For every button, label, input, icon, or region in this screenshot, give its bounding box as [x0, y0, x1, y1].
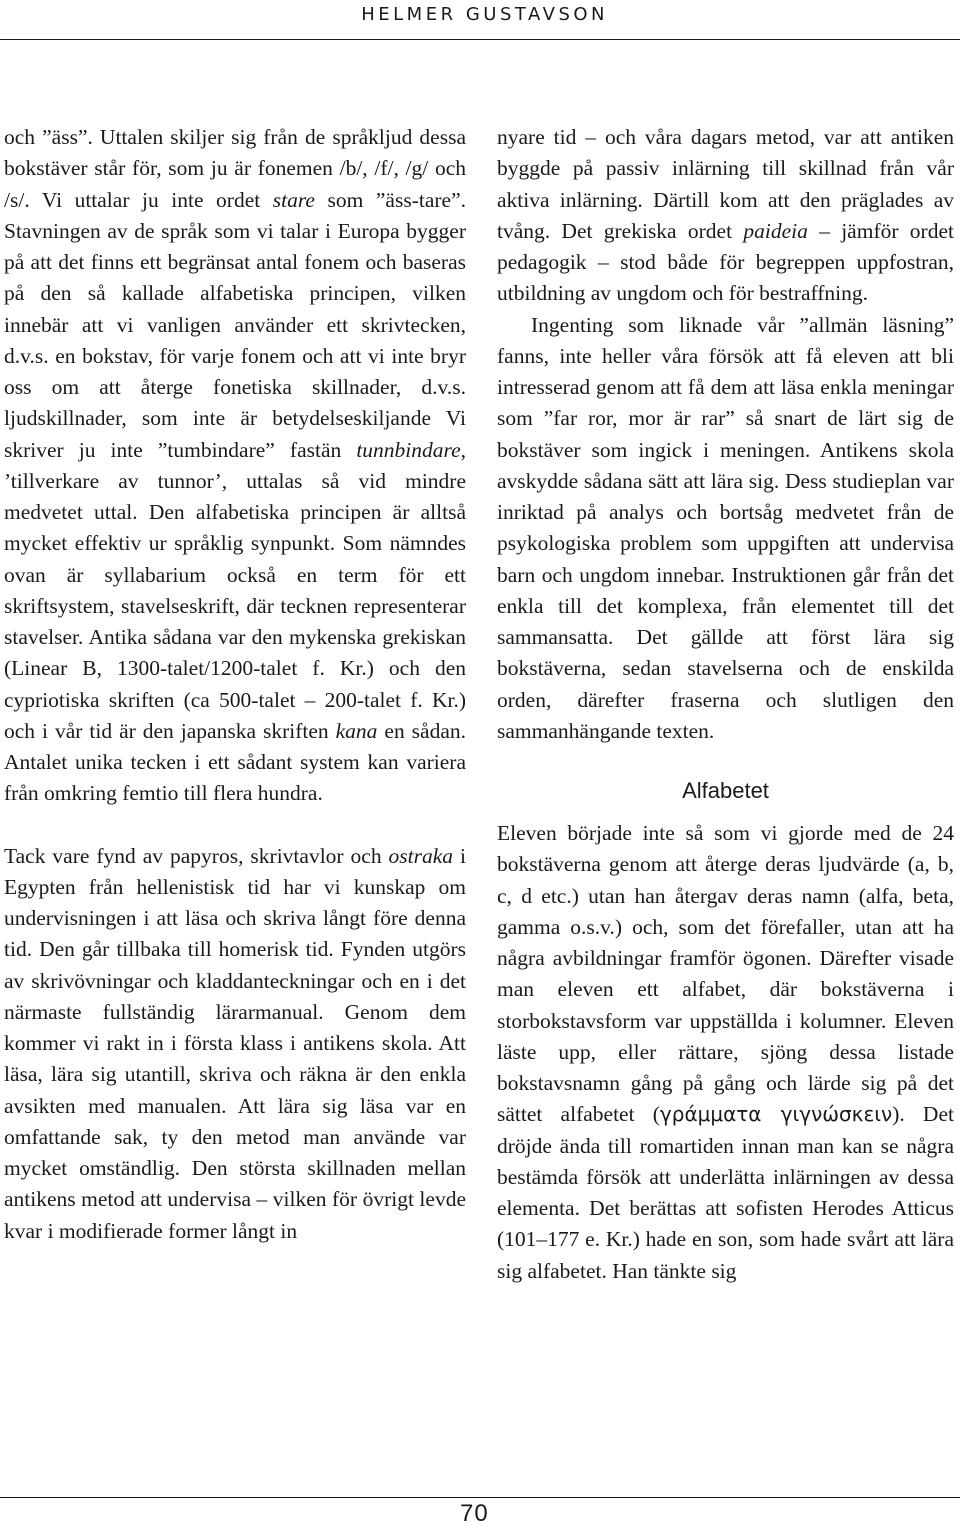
text-run: – jämför ordet pedagogik – stod både för begreppen uppfostran, utbildning av ungdom och för bestraffning. — [497, 218, 954, 306]
italic-term-tunnbindare: tunnbindare — [356, 437, 461, 462]
text-run: som ”äss-tare”. Stavningen av de språk som vi talar i Europa bygger på att det finns ett begränsat antal fonem och baseras på den så kallade alfabetiska principen, vilken innebär att vi vanligen använder ett skrivtecken, d.v.s. en bokstav, för varje fonem och att vi inte bryr oss om att återge fonetiska skillnader, d.v.s. ljudskillnader, som inte är betydelseskiljande Vi skriver ju inte ”tumbindare” fastän — [4, 187, 466, 462]
text-run: nyare tid – och våra dagars metod, var att antiken byggde på passiv inlärning till skillnad från vår aktiva inlärning. Därtill kom att den präglades av tvång. Det grekiska ordet — [497, 125, 954, 243]
italic-term-kana: kana — [335, 718, 378, 743]
greek-phrase: γράμματα γιγνώσκειν — [659, 1102, 893, 1127]
left-column — [4, 122, 466, 1247]
right-paragraph-2: Ingenting som liknade vår ”allmän läsning” fanns, inte heller våra försök att få eleven att bli intresserad genom att få dem att läsa enkla meningar som ”far ror, mor är rar” så snart de lärt sig de bokstäver som ingick i meningen. Antikens skola avskydde sådana sätt att lära sig. Dess studieplan var inriktad på analys och bortsåg medvetet från de psykologiska problem som uppgiften att undervisa barn och ungdom innebar. Instruktionen går från det enkla till det komplexa, från elementet till det sammansatta. Det gällde att först lära sig bokstäverna, sedan stavelserna och de enskilda orden, därefter fraserna och slutligen den sammanhängande texten. — [497, 312, 954, 743]
left-paragraph-1 — [4, 122, 466, 810]
text-run: Tack vare fynd av papyros, skrivtavlor och — [4, 843, 389, 868]
page-number: 70 — [460, 1500, 489, 1527]
left-paragraph-2 — [4, 841, 466, 1247]
text-run: och ”äss”. Uttalen skiljer sig från de språkljud dessa bokstäver står för, som ju är fonemen /b/, /f/, /g/ och /s/. Vi uttalar ju inte ordet — [4, 125, 466, 212]
italic-term-ostraka: ostraka — [388, 843, 454, 868]
right-column — [497, 122, 954, 1287]
text-run: Eleven började inte så som vi gjorde med de 24 bokstäverna genom att återge deras ljudvärde (a, b, c, d etc.) utan han återgav deras namn (alfa, beta, gamma o.s.v.) och, som det förefaller, utan att ha några avbildningar framför ögonen. Därefter visade man eleven ett alfabet, där bokstäverna i storbokstavsform var uppställda i kolumner. Eleven läste upp, eller rättare, sjöng dessa listade bokstavsnamn gång på gång och lärde sig på det sättet alfabetet ( — [497, 821, 954, 1127]
text-run: en sådan. Antalet unika tecken i ett sådant system kan variera från omkring femtio till flera hundra. — [4, 718, 466, 806]
text-run: ). Det dröjde ända till romartiden innan man kan se några bestämda försök att underlätta inlärningen av dessa elementa. Det berättas att sofisten Herodes Atticus (101–177 e. Kr.) hade en son, som hade svårt att lära sig alfabetet. Han tänkte sig — [497, 1102, 954, 1283]
italic-term-paideia: paideia — [743, 218, 808, 243]
running-head — [0, 0, 960, 40]
text-run: i Egypten från hellenistisk tid har vi kunskap om undervisningen i att läsa och skriva långt före denna tid. Den går tillbaka till homerisk tid. Fynden utgörs av skrivövningar och kladdanteckningar och en i det närmaste fullständig lärarmanual. Genom dem kommer vi rakt in i första klass i antikens skola. Att läsa, lära sig utantill, skriva och räkna är den enkla avsikten med manualen. Att lära sig läsa var en omfattande sak, ty den metod man använde var mycket omständlig. Den största skillnaden mellan antikens metod att undervisa – vilken för övrigt levde kvar i modifierade former långt in — [4, 843, 466, 1243]
right-paragraph-1 — [497, 122, 954, 310]
text-run: , ’tillverkare av tunnor’, uttalas så vid mindre medvetet uttal. Den alfabetiska principen är alltså mycket effektiv ur språklig synpunkt. Som nämndes ovan är syllabarium också en term för ett skriftsystem, stavelseskrift, där tecknen representerar stavelser. Antika sådana var den mykenska grekiskan (Linear B, 1300-talet/1200-talet f. Kr.) och den cypriotiska skriften (ca 500-talet – 200-talet f. Kr.) och i vår tid är den japanska skriften — [4, 437, 466, 743]
italic-term-stare: stare — [272, 187, 315, 212]
section-heading: Alfabetet — [682, 778, 769, 803]
right-paragraph-3 — [497, 818, 954, 1287]
footer-rule — [0, 1497, 960, 1498]
running-title: HELMER GUSTAVSON — [361, 4, 608, 25]
